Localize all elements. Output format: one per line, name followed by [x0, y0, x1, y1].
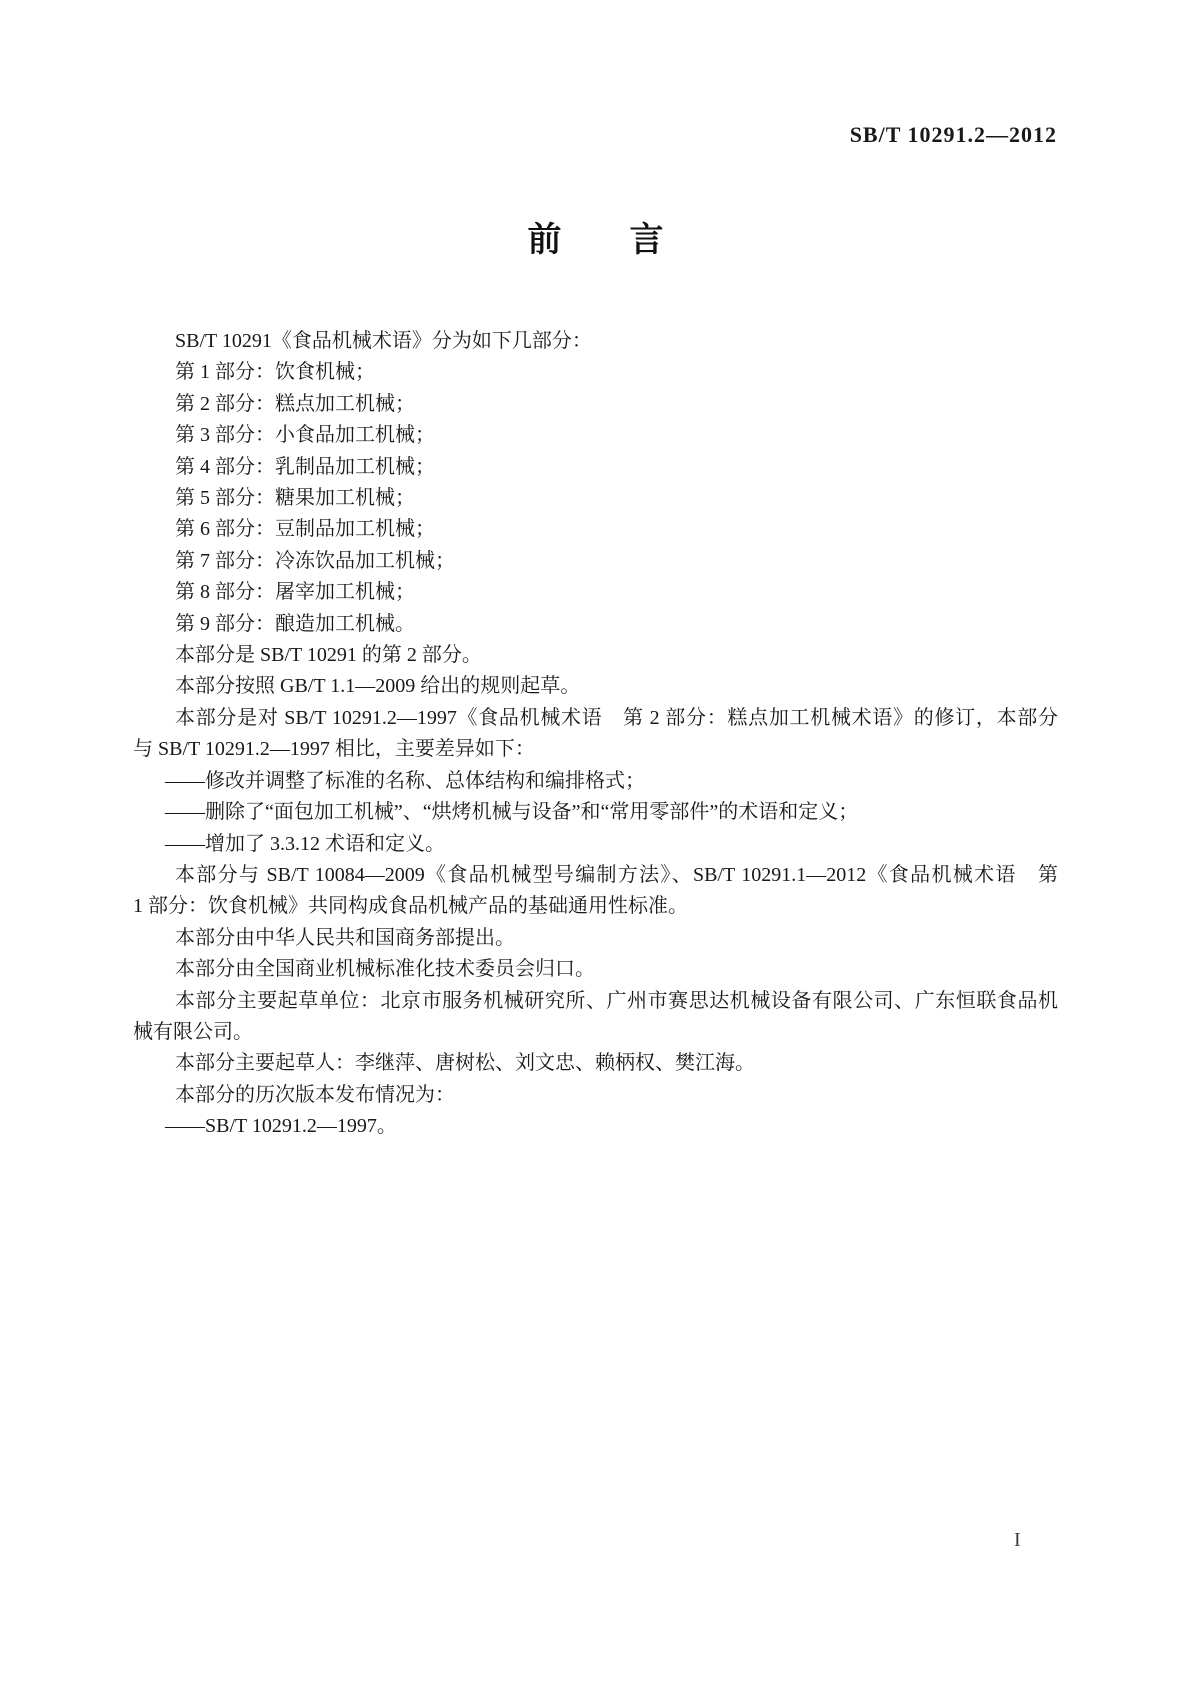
text-line: 本部分主要起草人：李继萍、唐树松、刘文忠、赖柄权、樊江海。	[175, 1052, 755, 1075]
text-line: 第 2 部分：糕点加工机械；	[175, 392, 415, 415]
text-line: 第 9 部分：酿造加工机械。	[175, 612, 415, 635]
page-title: 前 言	[527, 221, 664, 259]
text-line: 本部分是 SB/T 10291 的第 2 部分。	[175, 644, 482, 667]
text-line: 1 部分：饮食机械》共同构成食品机械产品的基础通用性标准。	[133, 895, 688, 918]
text-line: SB/T 10291《食品机械术语》分为如下几部分：	[175, 330, 592, 352]
text-line: ——删除了“面包加工机械”、“烘烤机械与设备”和“常用零部件”的术语和定义；	[165, 801, 859, 824]
text-line: 第 5 部分：糖果加工机械；	[175, 487, 415, 510]
text-line: 本部分由全国商业机械标准化技术委员会归口。	[175, 958, 595, 981]
text-line: 第 1 部分：饮食机械；	[175, 361, 375, 384]
text-line: ——SB/T 10291.2—1997。	[165, 1115, 397, 1138]
text-line: 本部分与 SB/T 10084—2009《食品机械型号编制方法》、SB/T 10291.1—2012《食品机械术语 第	[175, 863, 1058, 886]
text-line: 械有限公司。	[133, 1020, 253, 1043]
text-line: ——修改并调整了标准的名称、总体结构和编排格式；	[165, 769, 645, 792]
text-line: 本部分是对 SB/T 10291.2—1997《食品机械术语 第 2 部分：糕点加工机械术语》的修订，本部分	[175, 706, 1058, 729]
text-line: 与 SB/T 10291.2—1997 相比，主要差异如下：	[133, 738, 535, 761]
text-line: 本部分按照 GB/T 1.1—2009 给出的规则起草。	[175, 675, 581, 698]
text-line: 第 6 部分：豆制品加工机械；	[175, 518, 435, 541]
text-line: 第 8 部分：屠宰加工机械；	[175, 581, 415, 604]
text-line: 本部分由中华人民共和国商务部提出。	[175, 926, 515, 949]
foreword-body	[133, 326, 1058, 1143]
text-line: 第 3 部分：小食品加工机械；	[175, 424, 435, 447]
page-number: I	[1014, 1529, 1021, 1551]
standard-number: SB/T 10291.2—2012	[849, 122, 1057, 147]
text-line: ——增加了 3.3.12 术语和定义。	[165, 832, 445, 855]
text-line: 第 4 部分：乳制品加工机械；	[175, 455, 435, 478]
text-line: 本部分主要起草单位：北京市服务机械研究所、广州市赛思达机械设备有限公司、广东恒联食品机	[175, 989, 1058, 1012]
text-line: 本部分的历次版本发布情况为：	[175, 1083, 455, 1106]
text-line: 第 7 部分：冷冻饮品加工机械；	[175, 549, 455, 572]
